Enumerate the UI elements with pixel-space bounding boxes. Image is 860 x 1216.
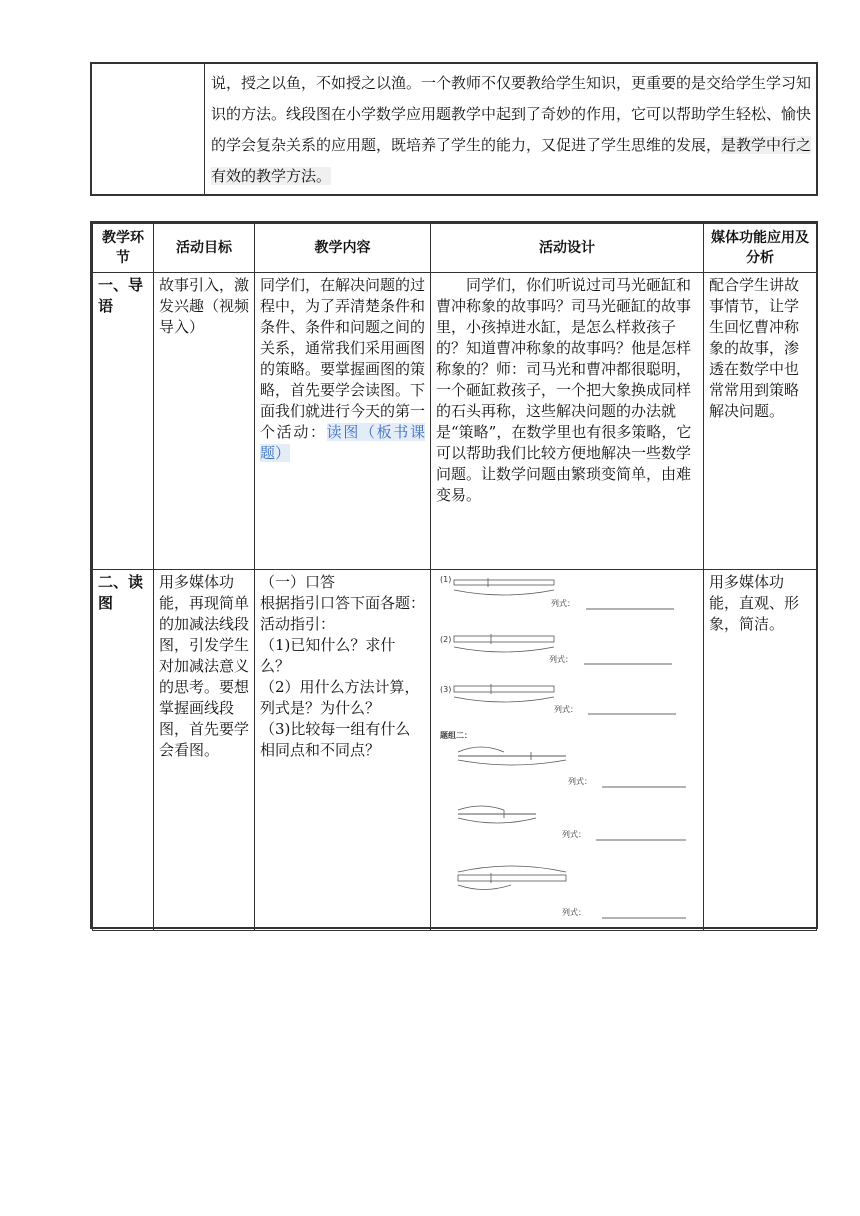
segment-brace: [458, 747, 504, 752]
segment-brace: [458, 818, 536, 823]
lesson-plan-table: [90, 221, 818, 929]
line-segment-diagrams: [436, 572, 696, 922]
row2-content-line: （1)已知什么？求什么？: [260, 636, 396, 675]
segment-brace: [458, 806, 504, 810]
diagram-marker: (2): [440, 635, 452, 644]
header-goal: 活动目标: [154, 224, 255, 273]
row2-content-line: （一）口答: [260, 573, 336, 591]
segment-brace: [454, 590, 554, 595]
header-row: [93, 224, 817, 273]
segment-bar: [454, 686, 554, 692]
row2-diagram: [431, 570, 704, 931]
formula-label: 列式：: [562, 908, 586, 917]
segment-brace: [458, 760, 566, 765]
segment-brace: [454, 647, 554, 652]
row1-content-highlight: 读图（板书课题）: [260, 423, 425, 462]
row1-goal: 故事引入，激发兴趣（视频导入）: [154, 273, 255, 570]
formula-label: 列式：: [554, 705, 578, 714]
segment-brace: [454, 697, 554, 702]
intro-left-cell: [92, 64, 205, 194]
intro-box: [90, 62, 818, 196]
table-row: [93, 273, 817, 570]
segment-brace: [458, 885, 511, 890]
diagram-marker: (1): [440, 575, 452, 584]
row1-design: 同学们，你们听说过司马光砸缸和曹冲称象的故事吗？司马光砸缸的故事里，小孩掉进水缸，是怎么样救孩子的？知道曹冲称象的故事吗？他是怎样称象的？师：司马光和曹冲都很聪明，一个砸缸救孩子，一个把大象换成同样的石头再称，这些解决问题的办法就是“策略”，在数学里也有很多策略，它可以帮助我们比较方便地解决一些数学问题。让数学问题由繁琐变简单，由难变易。: [431, 273, 704, 570]
row2-stage: 二、读图: [93, 570, 154, 931]
row1-media: 配合学生讲故事情节，让学生回忆曹冲称象的故事，渗透在数学中也常常用到策略解决问题。: [704, 273, 817, 570]
header-media: 媒体功能应用及分析: [704, 224, 817, 273]
formula-label: 列式：: [549, 655, 573, 664]
segment-brace: [458, 866, 566, 872]
table-row: [93, 570, 817, 931]
row2-content-line: （2）用什么方法计算，列式是？为什么？: [260, 678, 420, 717]
intro-text: [211, 68, 813, 192]
row2-goal: 用多媒体功能，再现简单的加减法线段图，引发学生对加减法意义的思考。要想掌握画线段图，首先要学会看图。: [154, 570, 255, 931]
group-label: 题组二：: [440, 731, 472, 740]
row2-content-line: （3)比较每一组有什么相同点和不同点？: [260, 720, 411, 759]
segment-bar: [454, 580, 554, 585]
row1-stage: 一、导语: [93, 273, 154, 570]
row1-content-text: 同学们，在解决问题的过程中，为了弄清楚条件和条件、条件和问题之间的关系，通常我们采用画图的策略。要掌握画图的策略，首先要学会读图。下面我们就进行今天的第一个活动：: [260, 276, 426, 441]
intro-text-highlight: 是教学中行之有效的教学方法。: [211, 136, 812, 185]
header-content: 教学内容: [255, 224, 431, 273]
segment-bar: [458, 875, 566, 881]
row2-media: 用多媒体功能，直观、形象，简洁。: [704, 570, 817, 931]
intro-text-main: 说，授之以鱼，不如授之以渔。一个教师不仅要教给学生知识，更重要的是交给学生学习知识的方法。线段图在小学数学应用题教学中起到了奇妙的作用，它可以帮助学生轻松、愉快的学会复杂关系的应用题，既培养了学生的能力，又促进了学生思维的发展，: [211, 74, 812, 154]
row1-content: [255, 273, 431, 570]
row2-content-line: 根据指引口答下面各题：: [260, 594, 426, 612]
segment-bar: [454, 636, 554, 642]
header-design: 活动设计: [431, 224, 704, 273]
row2-content-line: 活动指引：: [260, 615, 336, 633]
diagram-marker: (3): [440, 685, 452, 694]
row2-content: [255, 570, 431, 931]
formula-label: 列式：: [551, 599, 575, 608]
header-stage: 教学环节: [93, 224, 154, 273]
formula-label: 列式：: [568, 777, 592, 786]
formula-label: 列式：: [562, 830, 586, 839]
